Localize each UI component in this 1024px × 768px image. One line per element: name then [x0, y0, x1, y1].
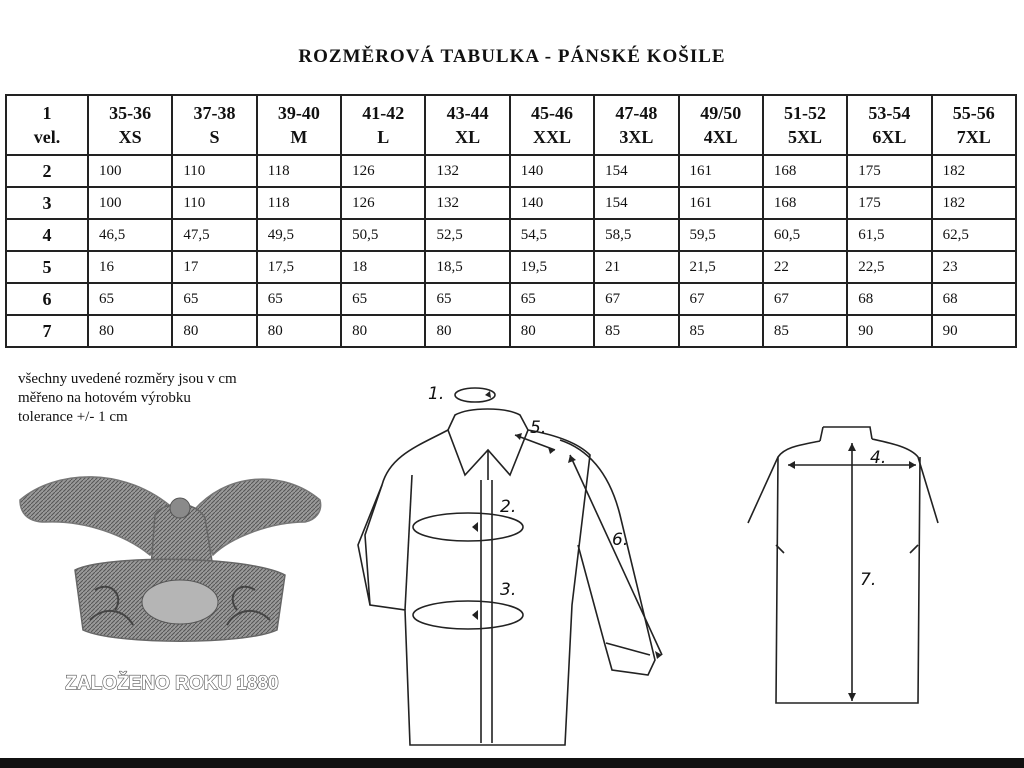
measurement-cell: 126 — [341, 187, 425, 219]
measurement-cell: 65 — [510, 283, 594, 315]
measurement-cell: 80 — [510, 315, 594, 347]
measurement-cell: 59,5 — [679, 219, 763, 251]
measurement-cell: 16 — [88, 251, 172, 283]
measurement-cell: 140 — [510, 155, 594, 187]
measure-number-cell: 7 — [6, 315, 88, 347]
measurement-cell: 22 — [763, 251, 847, 283]
measure-number-cell: 3 — [6, 187, 88, 219]
measurement-cell: 168 — [763, 155, 847, 187]
measurement-cell: 22,5 — [847, 251, 931, 283]
shoulders-measure-label: 4. — [870, 448, 887, 468]
size-code: M — [290, 127, 308, 147]
header-measure-number: 1 — [42, 103, 52, 123]
measurement-cell: 132 — [425, 187, 509, 219]
shirt-back-diagram — [740, 415, 940, 715]
measurement-cell: 154 — [594, 187, 678, 219]
note-line: všechny uvedené rozměry jsou v cm — [18, 371, 237, 387]
measurement-cell: 58,5 — [594, 219, 678, 251]
size-col-header — [763, 95, 847, 155]
measurement-cell: 47,5 — [172, 219, 256, 251]
measurement-cell: 126 — [341, 155, 425, 187]
measurement-cell: 67 — [679, 283, 763, 315]
measurement-cell: 85 — [594, 315, 678, 347]
table-row — [6, 251, 1016, 283]
size-col-header — [594, 95, 678, 155]
measurement-cell: 52,5 — [425, 219, 509, 251]
size-col-header — [510, 95, 594, 155]
measurement-cell: 132 — [425, 155, 509, 187]
measure-number-cell: 4 — [6, 219, 88, 251]
measurement-cell: 19,5 — [510, 251, 594, 283]
size-code: 5XL — [788, 127, 823, 147]
header-size-label: vel. — [33, 127, 61, 147]
size-col-header — [88, 95, 172, 155]
size-col-header — [679, 95, 763, 155]
measure-number-cell: 5 — [6, 251, 88, 283]
size-table — [5, 94, 1017, 348]
table-row — [6, 155, 1016, 187]
size-col-header — [172, 95, 256, 155]
measurement-cell: 68 — [932, 283, 1016, 315]
measurement-cell: 118 — [257, 187, 341, 219]
size-code: 6XL — [872, 127, 907, 147]
note-line: tolerance +/- 1 cm — [18, 409, 128, 425]
measurement-cell: 18,5 — [425, 251, 509, 283]
measurement-cell: 118 — [257, 155, 341, 187]
page-title: ROZMĚROVÁ TABULKA - PÁNSKÉ KOŠILE — [298, 46, 726, 67]
shirt-front-diagram — [350, 375, 690, 750]
measurement-cell: 61,5 — [847, 219, 931, 251]
measurement-cell: 100 — [88, 155, 172, 187]
size-code: XS — [118, 127, 142, 147]
size-range: 49/50 — [700, 103, 742, 123]
header-first-cell — [6, 95, 88, 155]
bottom-border — [0, 758, 1024, 768]
measurement-cell: 60,5 — [763, 219, 847, 251]
measurement-cell: 23 — [932, 251, 1016, 283]
measurement-cell: 46,5 — [88, 219, 172, 251]
size-range: 35-36 — [109, 103, 152, 123]
measurement-notes — [18, 370, 237, 427]
measurement-cell: 21,5 — [679, 251, 763, 283]
size-code: S — [209, 127, 220, 147]
size-col-header — [341, 95, 425, 155]
measurement-cell: 80 — [341, 315, 425, 347]
measurement-cell: 85 — [679, 315, 763, 347]
size-col-header — [257, 95, 341, 155]
table-row — [6, 219, 1016, 251]
shoulder-measure-label: 5. — [530, 418, 547, 438]
note-line: měřeno na hotovém výrobku — [18, 390, 191, 406]
size-range: 55-56 — [952, 103, 995, 123]
measurement-cell: 68 — [847, 283, 931, 315]
size-code: XL — [455, 127, 481, 147]
size-header-row — [6, 95, 1016, 155]
size-code: XXL — [532, 127, 571, 147]
measurement-cell: 161 — [679, 187, 763, 219]
logo-caption: ZALOŽENO ROKU 1880 — [65, 673, 279, 694]
eagle-emblem-icon — [20, 477, 321, 641]
measurement-cell: 80 — [172, 315, 256, 347]
size-col-header — [425, 95, 509, 155]
measurement-cell: 110 — [172, 187, 256, 219]
size-range: 39-40 — [277, 103, 320, 123]
size-range: 41-42 — [362, 103, 405, 123]
size-range: 47-48 — [615, 103, 658, 123]
size-code: 7XL — [956, 127, 991, 147]
measurement-cell: 18 — [341, 251, 425, 283]
measurement-cell: 100 — [88, 187, 172, 219]
measurement-cell: 182 — [932, 155, 1016, 187]
measurement-cell: 175 — [847, 187, 931, 219]
measurement-cell: 90 — [932, 315, 1016, 347]
measurement-cell: 17,5 — [257, 251, 341, 283]
measurement-cell: 54,5 — [510, 219, 594, 251]
collar-measure-label: 1. — [428, 384, 445, 404]
size-range: 45-46 — [530, 103, 573, 123]
chest-measure-label: 2. — [500, 497, 517, 517]
measurement-cell: 80 — [88, 315, 172, 347]
size-col-header — [932, 95, 1016, 155]
measurement-cell: 49,5 — [257, 219, 341, 251]
size-code: L — [377, 127, 390, 147]
measurement-cell: 182 — [932, 187, 1016, 219]
size-range: 37-38 — [193, 103, 236, 123]
measurement-cell: 65 — [257, 283, 341, 315]
waist-measure-label: 3. — [500, 580, 517, 600]
size-range: 53-54 — [868, 103, 911, 123]
measurement-cell: 50,5 — [341, 219, 425, 251]
sleeve-measure-label: 6. — [612, 530, 629, 550]
size-col-header — [847, 95, 931, 155]
measurement-cell: 161 — [679, 155, 763, 187]
size-range: 51-52 — [784, 103, 827, 123]
measurement-cell: 65 — [425, 283, 509, 315]
company-logo — [15, 460, 330, 710]
measurement-cell: 90 — [847, 315, 931, 347]
length-measure-label: 7. — [860, 570, 877, 590]
measurement-cell: 62,5 — [932, 219, 1016, 251]
size-code: 3XL — [619, 127, 654, 147]
measurement-cell: 65 — [88, 283, 172, 315]
measurement-cell: 21 — [594, 251, 678, 283]
measurement-cell: 168 — [763, 187, 847, 219]
size-code: 4XL — [703, 127, 738, 147]
measurement-cell: 67 — [763, 283, 847, 315]
measure-number-cell: 2 — [6, 155, 88, 187]
measurement-cell: 67 — [594, 283, 678, 315]
measurement-cell: 65 — [172, 283, 256, 315]
measurement-cell: 17 — [172, 251, 256, 283]
table-row — [6, 315, 1016, 347]
measurement-cell: 175 — [847, 155, 931, 187]
size-range: 43-44 — [446, 103, 489, 123]
table-row — [6, 187, 1016, 219]
measure-number-cell: 6 — [6, 283, 88, 315]
measurement-cell: 154 — [594, 155, 678, 187]
measurement-cell: 140 — [510, 187, 594, 219]
measurement-cell: 85 — [763, 315, 847, 347]
measurement-cell: 110 — [172, 155, 256, 187]
table-row — [6, 283, 1016, 315]
measurement-cell: 80 — [257, 315, 341, 347]
measurement-cell: 65 — [341, 283, 425, 315]
measurement-cell: 80 — [425, 315, 509, 347]
